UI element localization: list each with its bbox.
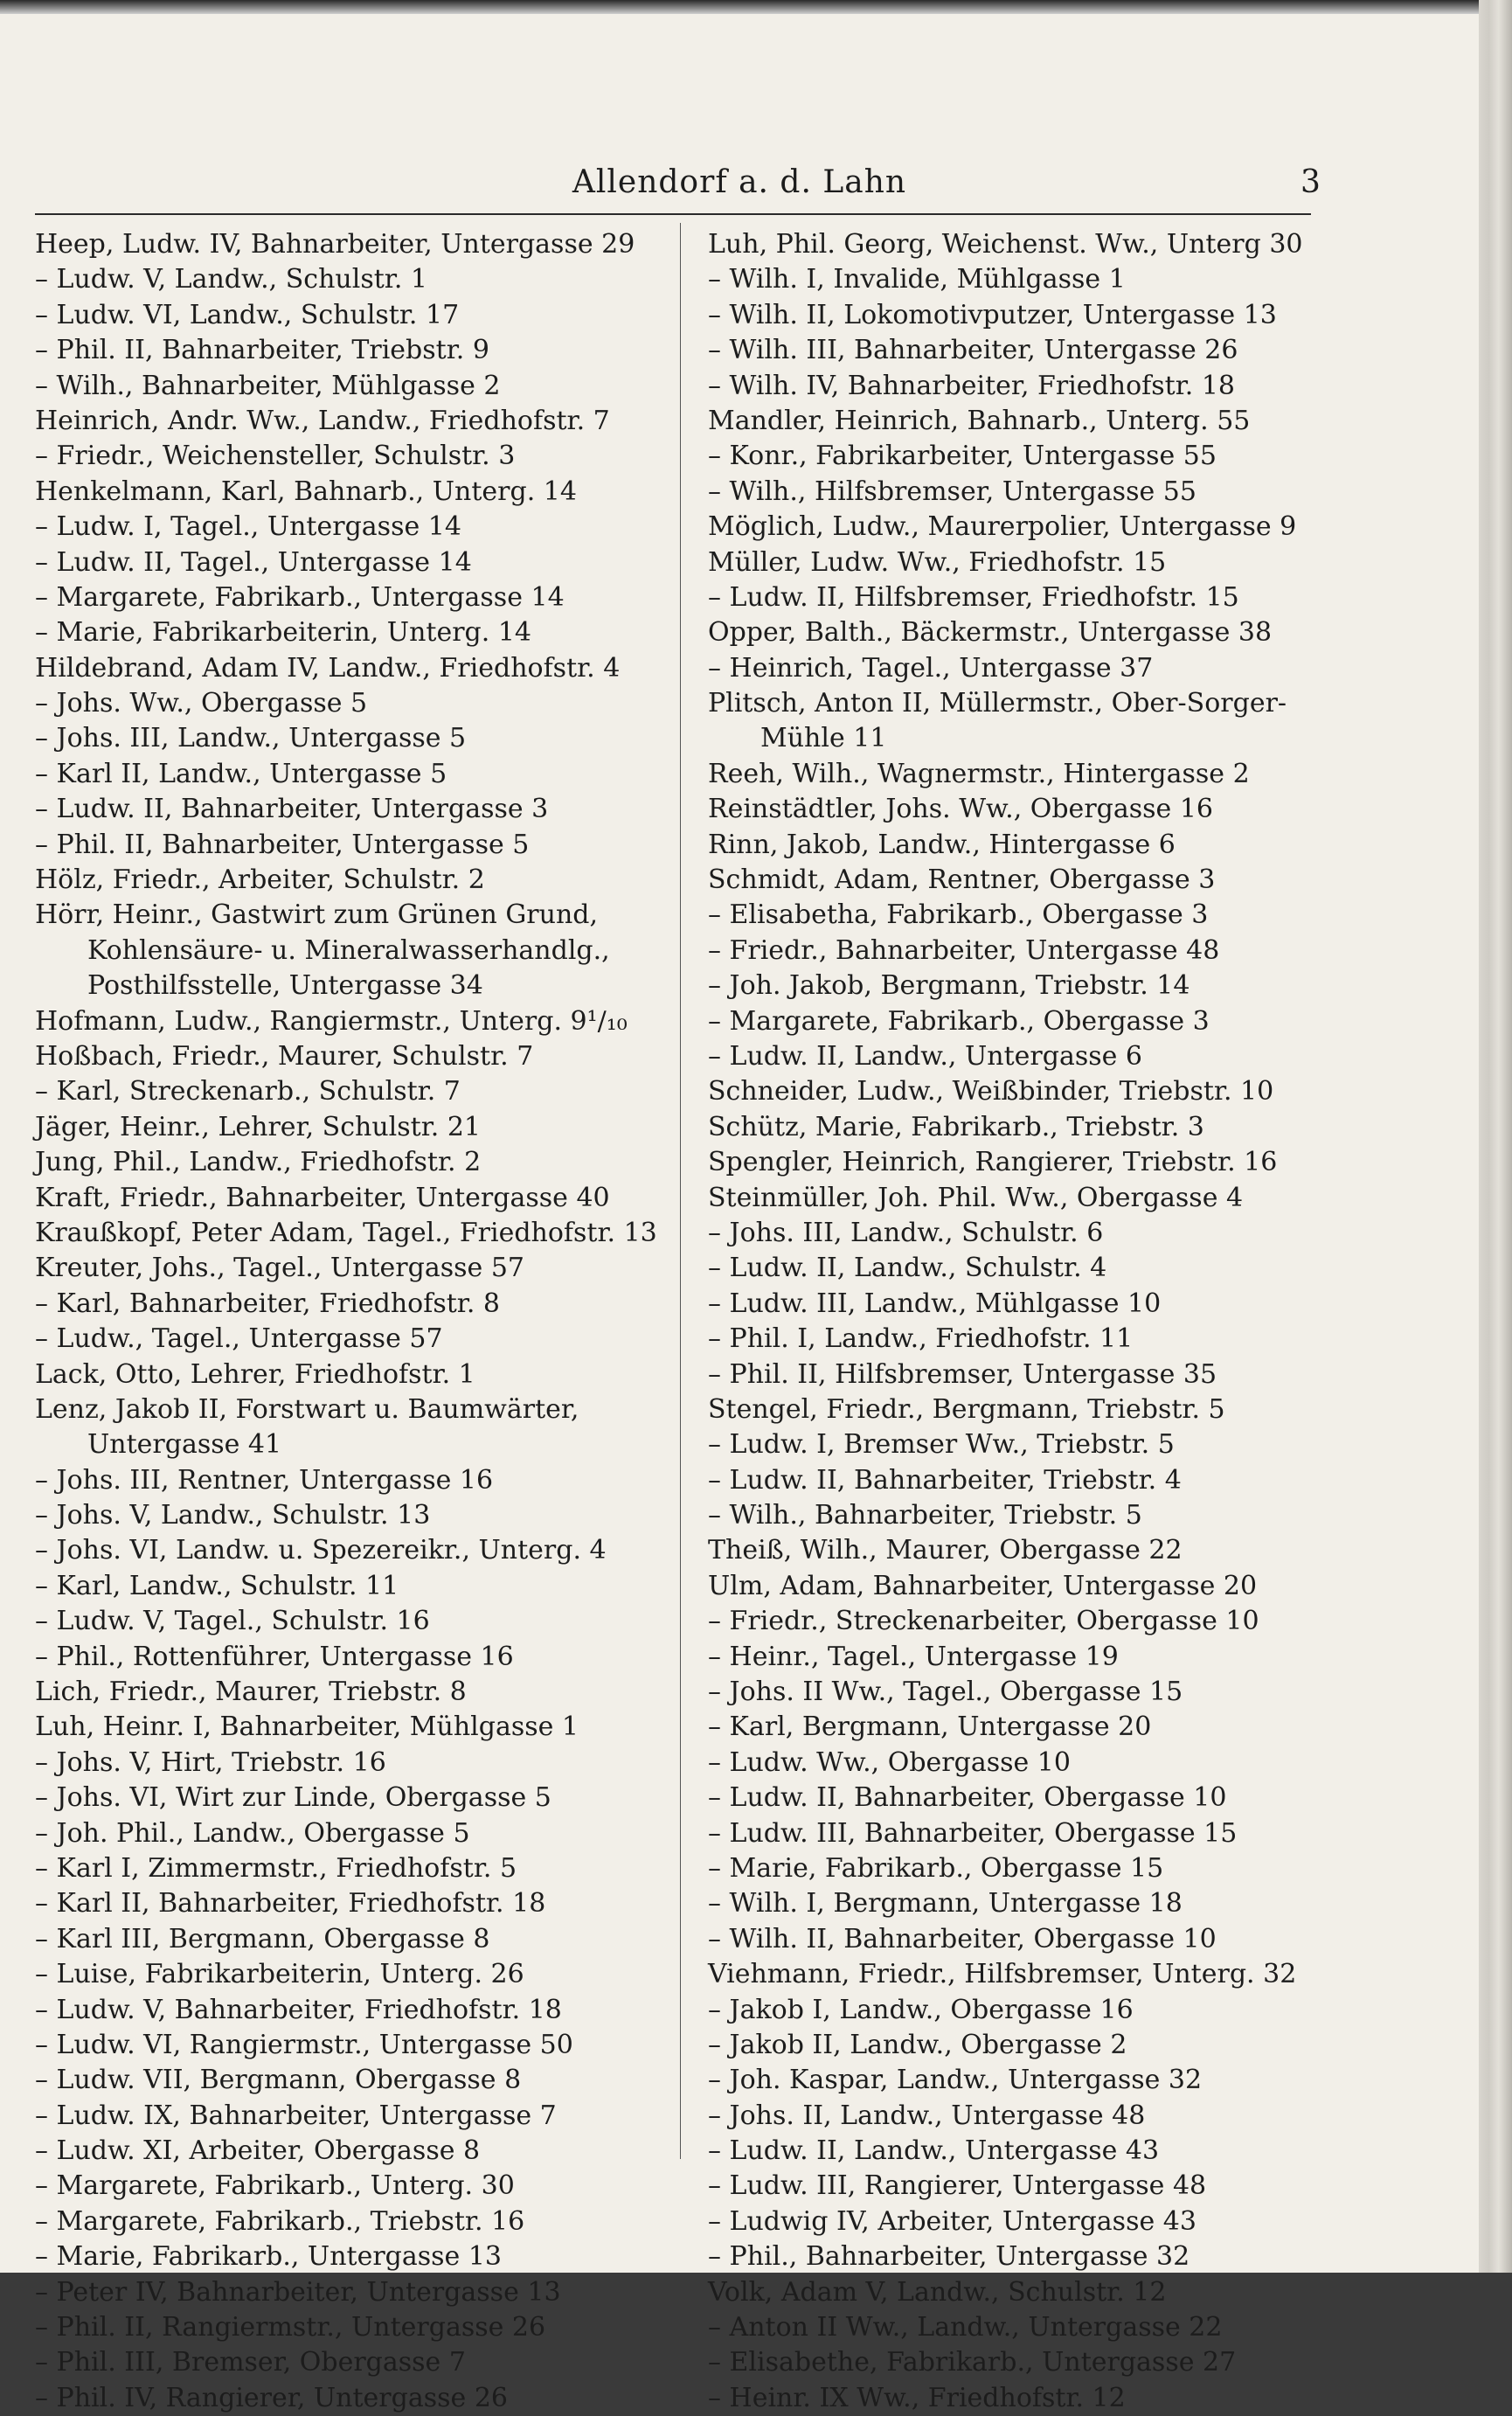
directory-entry: – Marie, Fabrikarb., Obergasse 15 xyxy=(708,1852,1164,1884)
directory-entry: – Ludw. VI, Rangiermstr., Untergasse 50 xyxy=(35,2029,573,2060)
directory-entry: – Ludw. II, Tagel., Untergasse 14 xyxy=(35,546,472,578)
page-edge xyxy=(1479,0,1512,2273)
directory-entry: Lich, Friedr., Maurer, Triebstr. 8 xyxy=(35,1677,467,1708)
directory-entry: – Marie, Fabrikarb., Untergasse 13 xyxy=(35,2241,503,2273)
scan-top-edge xyxy=(0,0,1479,14)
directory-entry: – Ludw. II, Bahnarbeiter, Obergasse 10 xyxy=(708,1782,1227,1814)
directory-entry: – Wilh. IV, Bahnarbeiter, Friedhofstr. 18 xyxy=(708,370,1235,401)
directory-entry: Untergasse 41 xyxy=(87,1429,282,1461)
directory-entry: – Phil. II, Hilfsbremser, Untergasse 35 xyxy=(708,1358,1217,1390)
directory-entry: Jäger, Heinr., Lehrer, Schulstr. 21 xyxy=(35,1111,482,1142)
directory-entry: Hörr, Heinr., Gastwirt zum Grünen Grund, xyxy=(35,899,599,931)
left-column xyxy=(35,227,660,2416)
directory-entry: – Wilh., Bahnarbeiter, Mühlgasse 2 xyxy=(35,370,501,401)
directory-entry: – Phil., Bahnarbeiter, Untergasse 32 xyxy=(708,2241,1190,2273)
directory-entry: Spengler, Heinrich, Rangierer, Triebstr. 16 xyxy=(708,1147,1278,1178)
directory-entry: Reinstädtler, Johs. Ww., Obergasse 16 xyxy=(708,794,1213,825)
directory-entry: – Luise, Fabrikarbeiterin, Unterg. 26 xyxy=(35,1959,524,1990)
directory-entry: Schütz, Marie, Fabrikarb., Triebstr. 3 xyxy=(708,1111,1204,1142)
directory-entry: Ulm, Adam, Bahnarbeiter, Untergasse 20 xyxy=(708,1570,1258,1601)
directory-entry: Reeh, Wilh., Wagnermstr., Hintergasse 2 xyxy=(708,758,1250,789)
directory-entry: – Ludw. II, Bahnarbeiter, Triebstr. 4 xyxy=(708,1464,1182,1496)
directory-entry: – Elisabethe, Fabrikarb., Untergasse 27 xyxy=(708,2347,1237,2378)
directory-entry: Jung, Phil., Landw., Friedhofstr. 2 xyxy=(35,1147,482,1178)
directory-entry: Lenz, Jakob II, Forstwart u. Baumwärter, xyxy=(35,1393,579,1425)
directory-entry: – Ludw. II, Landw., Untergasse 43 xyxy=(708,2135,1160,2167)
directory-entry: – Ludw. II, Landw., Untergasse 6 xyxy=(708,1040,1143,1072)
directory-entry: Kohlensäure- u. Mineralwasserhandlg., xyxy=(87,934,610,966)
directory-entry: Kraußkopf, Peter Adam, Tagel., Friedhofstr. 13 xyxy=(35,1217,657,1248)
directory-entry: – Joh. Phil., Landw., Obergasse 5 xyxy=(35,1817,470,1849)
directory-entry: Schneider, Ludw., Weißbinder, Triebstr. 10 xyxy=(708,1076,1274,1107)
directory-entry: – Karl, Streckenarb., Schulstr. 7 xyxy=(35,1076,461,1107)
running-title: Allendorf a. d. Lahn xyxy=(572,164,907,200)
directory-entry: Heep, Ludw. IV, Bahnarbeiter, Untergasse 29 xyxy=(35,229,635,260)
directory-entry: – Anton II Ww., Landw., Untergasse 22 xyxy=(708,2312,1223,2343)
directory-entry: Opper, Balth., Bäckermstr., Untergasse 38 xyxy=(708,617,1273,649)
directory-entry: Mühle 11 xyxy=(760,723,887,754)
directory-entry: – Ludw. VI, Landw., Schulstr. 17 xyxy=(35,299,460,330)
directory-entry: – Elisabetha, Fabrikarb., Obergasse 3 xyxy=(708,899,1209,931)
directory-entry: Theiß, Wilh., Maurer, Obergasse 22 xyxy=(708,1535,1183,1566)
directory-entry: – Ludw. II, Bahnarbeiter, Untergasse 3 xyxy=(35,794,549,825)
directory-entry: Luh, Heinr. I, Bahnarbeiter, Mühlgasse 1 xyxy=(35,1711,579,1743)
directory-entry: – Joh. Kaspar, Landw., Untergasse 32 xyxy=(708,2065,1203,2096)
directory-entry: Plitsch, Anton II, Müllermstr., Ober-Sorger- xyxy=(708,688,1287,719)
directory-entry: Kraft, Friedr., Bahnarbeiter, Untergasse 40 xyxy=(35,1182,610,1213)
directory-entry: – Johs. VI, Wirt zur Linde, Obergasse 5 xyxy=(35,1782,551,1814)
directory-entry: – Margarete, Fabrikarb., Obergasse 3 xyxy=(708,1005,1210,1037)
directory-entry: – Karl, Landw., Schulstr. 11 xyxy=(35,1570,399,1601)
directory-entry: – Phil. IV, Rangierer, Untergasse 26 xyxy=(35,2382,508,2413)
directory-entry: – Wilh. II, Lokomotivputzer, Untergasse 13 xyxy=(708,299,1277,330)
directory-entry: – Karl, Bahnarbeiter, Friedhofstr. 8 xyxy=(35,1288,500,1319)
directory-entry: Heinrich, Andr. Ww., Landw., Friedhofstr. 7 xyxy=(35,405,610,436)
header-rule xyxy=(35,213,1311,215)
directory-entry: – Ludw. XI, Arbeiter, Obergasse 8 xyxy=(35,2135,481,2167)
directory-entry: – Wilh. II, Bahnarbeiter, Obergasse 10 xyxy=(708,1923,1217,1954)
directory-entry: – Ludw. Ww., Obergasse 10 xyxy=(708,1746,1071,1778)
directory-entry: – Ludw., Tagel., Untergasse 57 xyxy=(35,1323,443,1355)
page-number: 3 xyxy=(1300,164,1321,200)
directory-entry: Henkelmann, Karl, Bahnarb., Unterg. 14 xyxy=(35,476,577,507)
directory-entry: Steinmüller, Joh. Phil. Ww., Obergasse 4 xyxy=(708,1182,1244,1213)
directory-entry: – Heinr., Tagel., Untergasse 19 xyxy=(708,1641,1119,1672)
directory-entry: – Heinr. IX Ww., Friedhofstr. 12 xyxy=(708,2382,1126,2413)
directory-entry: – Johs. Ww., Obergasse 5 xyxy=(35,688,368,719)
directory-entry: – Marie, Fabrikarbeiterin, Unterg. 14 xyxy=(35,617,532,649)
directory-entry: Volk, Adam V, Landw., Schulstr. 12 xyxy=(708,2276,1167,2308)
directory-entry: Mandler, Heinrich, Bahnarb., Unterg. 55 xyxy=(708,405,1251,436)
directory-entry: – Phil. II, Bahnarbeiter, Untergasse 5 xyxy=(35,829,530,860)
directory-entry: – Johs. V, Hirt, Triebstr. 16 xyxy=(35,1746,386,1778)
directory-entry: – Friedr., Weichensteller, Schulstr. 3 xyxy=(35,441,516,472)
directory-entry: Stengel, Friedr., Bergmann, Triebstr. 5 xyxy=(708,1393,1225,1425)
directory-entry: – Phil. I, Landw., Friedhofstr. 11 xyxy=(708,1323,1134,1355)
directory-entry: – Friedr., Streckenarbeiter, Obergasse 10 xyxy=(708,1606,1259,1637)
directory-entry: – Karl, Bergmann, Untergasse 20 xyxy=(708,1711,1152,1743)
directory-entry: – Ludw. III, Landw., Mühlgasse 10 xyxy=(708,1288,1162,1319)
directory-entry: Hofmann, Ludw., Rangiermstr., Unterg. 9¹/₁₀ xyxy=(35,1005,628,1037)
directory-entry: – Ludw. V, Bahnarbeiter, Friedhofstr. 18 xyxy=(35,1994,562,2025)
directory-entry: Hoßbach, Friedr., Maurer, Schulstr. 7 xyxy=(35,1040,534,1072)
directory-entry: – Karl III, Bergmann, Obergasse 8 xyxy=(35,1923,490,1954)
directory-entry: – Phil. II, Rangiermstr., Untergasse 26 xyxy=(35,2312,546,2343)
directory-entry: Posthilfsstelle, Untergasse 34 xyxy=(87,970,483,1002)
directory-entry: – Ludwig IV, Arbeiter, Untergasse 43 xyxy=(708,2205,1196,2237)
directory-entry: – Karl II, Landw., Untergasse 5 xyxy=(35,758,447,789)
directory-entry: – Ludw. III, Rangierer, Untergasse 48 xyxy=(708,2170,1207,2202)
directory-entry: – Peter IV, Bahnarbeiter, Untergasse 13 xyxy=(35,2276,561,2308)
directory-entry: – Wilh. I, Bergmann, Untergasse 18 xyxy=(708,1888,1183,1920)
directory-entry: – Johs. II Ww., Tagel., Obergasse 15 xyxy=(708,1677,1183,1708)
directory-entry: – Ludw. IX, Bahnarbeiter, Untergasse 7 xyxy=(35,2100,557,2131)
directory-entry: – Wilh., Hilfsbremser, Untergasse 55 xyxy=(708,476,1196,507)
directory-entry: Rinn, Jakob, Landw., Hintergasse 6 xyxy=(708,829,1176,860)
directory-entry: – Margarete, Fabrikarb., Triebstr. 16 xyxy=(35,2205,525,2237)
directory-entry: – Jakob II, Landw., Obergasse 2 xyxy=(708,2029,1127,2060)
directory-entry: – Ludw. V, Landw., Schulstr. 1 xyxy=(35,264,427,295)
directory-entry: – Karl II, Bahnarbeiter, Friedhofstr. 18 xyxy=(35,1888,546,1920)
directory-entry: – Johs. II, Landw., Untergasse 48 xyxy=(708,2100,1146,2131)
directory-entry: – Ludw. I, Bremser Ww., Triebstr. 5 xyxy=(708,1429,1175,1461)
directory-entry: – Ludw. III, Bahnarbeiter, Obergasse 15 xyxy=(708,1817,1238,1849)
directory-entry: – Wilh. III, Bahnarbeiter, Untergasse 26 xyxy=(708,335,1238,366)
directory-entry: – Johs. V, Landw., Schulstr. 13 xyxy=(35,1500,431,1531)
directory-entry: – Phil. II, Bahnarbeiter, Triebstr. 9 xyxy=(35,335,489,366)
directory-entry: – Heinrich, Tagel., Untergasse 37 xyxy=(708,652,1154,684)
directory-entry: Müller, Ludw. Ww., Friedhofstr. 15 xyxy=(708,546,1167,578)
directory-entry: – Jakob I, Landw., Obergasse 16 xyxy=(708,1994,1134,2025)
directory-entry: – Ludw. I, Tagel., Untergasse 14 xyxy=(35,511,461,543)
directory-entry: – Konr., Fabrikarbeiter, Untergasse 55 xyxy=(708,441,1217,472)
directory-entry: – Phil. III, Bremser, Obergasse 7 xyxy=(35,2347,466,2378)
directory-entry: – Johs. VI, Landw. u. Spezereikr., Unterg. 4 xyxy=(35,1535,607,1566)
directory-entry: – Johs. III, Landw., Schulstr. 6 xyxy=(708,1217,1104,1248)
directory-entry: – Johs. III, Rentner, Untergasse 16 xyxy=(35,1464,494,1496)
directory-entry: – Friedr., Bahnarbeiter, Untergasse 48 xyxy=(708,934,1220,966)
directory-entry: Hildebrand, Adam IV, Landw., Friedhofstr. 4 xyxy=(35,652,621,684)
directory-entry: Möglich, Ludw., Maurerpolier, Untergasse 9 xyxy=(708,511,1297,543)
directory-entry: – Johs. III, Landw., Untergasse 5 xyxy=(35,723,467,754)
directory-entry: Kreuter, Johs., Tagel., Untergasse 57 xyxy=(35,1253,524,1284)
directory-entry: – Wilh., Bahnarbeiter, Triebstr. 5 xyxy=(708,1500,1142,1531)
directory-entry: – Margarete, Fabrikarb., Unterg. 30 xyxy=(35,2170,515,2202)
directory-entry: – Joh. Jakob, Bergmann, Triebstr. 14 xyxy=(708,970,1190,1002)
directory-entry: – Ludw. II, Landw., Schulstr. 4 xyxy=(708,1253,1107,1284)
directory-entry: – Ludw. II, Hilfsbremser, Friedhofstr. 15 xyxy=(708,581,1239,613)
directory-entry: – Ludw. VII, Bergmann, Obergasse 8 xyxy=(35,2065,522,2096)
directory-entry: – Karl I, Zimmermstr., Friedhofstr. 5 xyxy=(35,1852,517,1884)
right-column xyxy=(708,227,1333,2416)
directory-entry: Schmidt, Adam, Rentner, Obergasse 3 xyxy=(708,864,1216,896)
directory-entry: – Wilh. I, Invalide, Mühlgasse 1 xyxy=(708,264,1126,295)
directory-entry: – Phil., Rottenführer, Untergasse 16 xyxy=(35,1641,514,1672)
column-divider xyxy=(680,223,681,2159)
directory-entry: Hölz, Friedr., Arbeiter, Schulstr. 2 xyxy=(35,864,485,896)
directory-entry: Lack, Otto, Lehrer, Friedhofstr. 1 xyxy=(35,1358,475,1390)
directory-entry: Luh, Phil. Georg, Weichenst. Ww., Unterg 30 xyxy=(708,229,1303,260)
directory-entry: – Ludw. V, Tagel., Schulstr. 16 xyxy=(35,1606,430,1637)
directory-entry: – Margarete, Fabrikarb., Untergasse 14 xyxy=(35,581,565,613)
directory-entry: Viehmann, Friedr., Hilfsbremser, Unterg. 32 xyxy=(708,1959,1297,1990)
